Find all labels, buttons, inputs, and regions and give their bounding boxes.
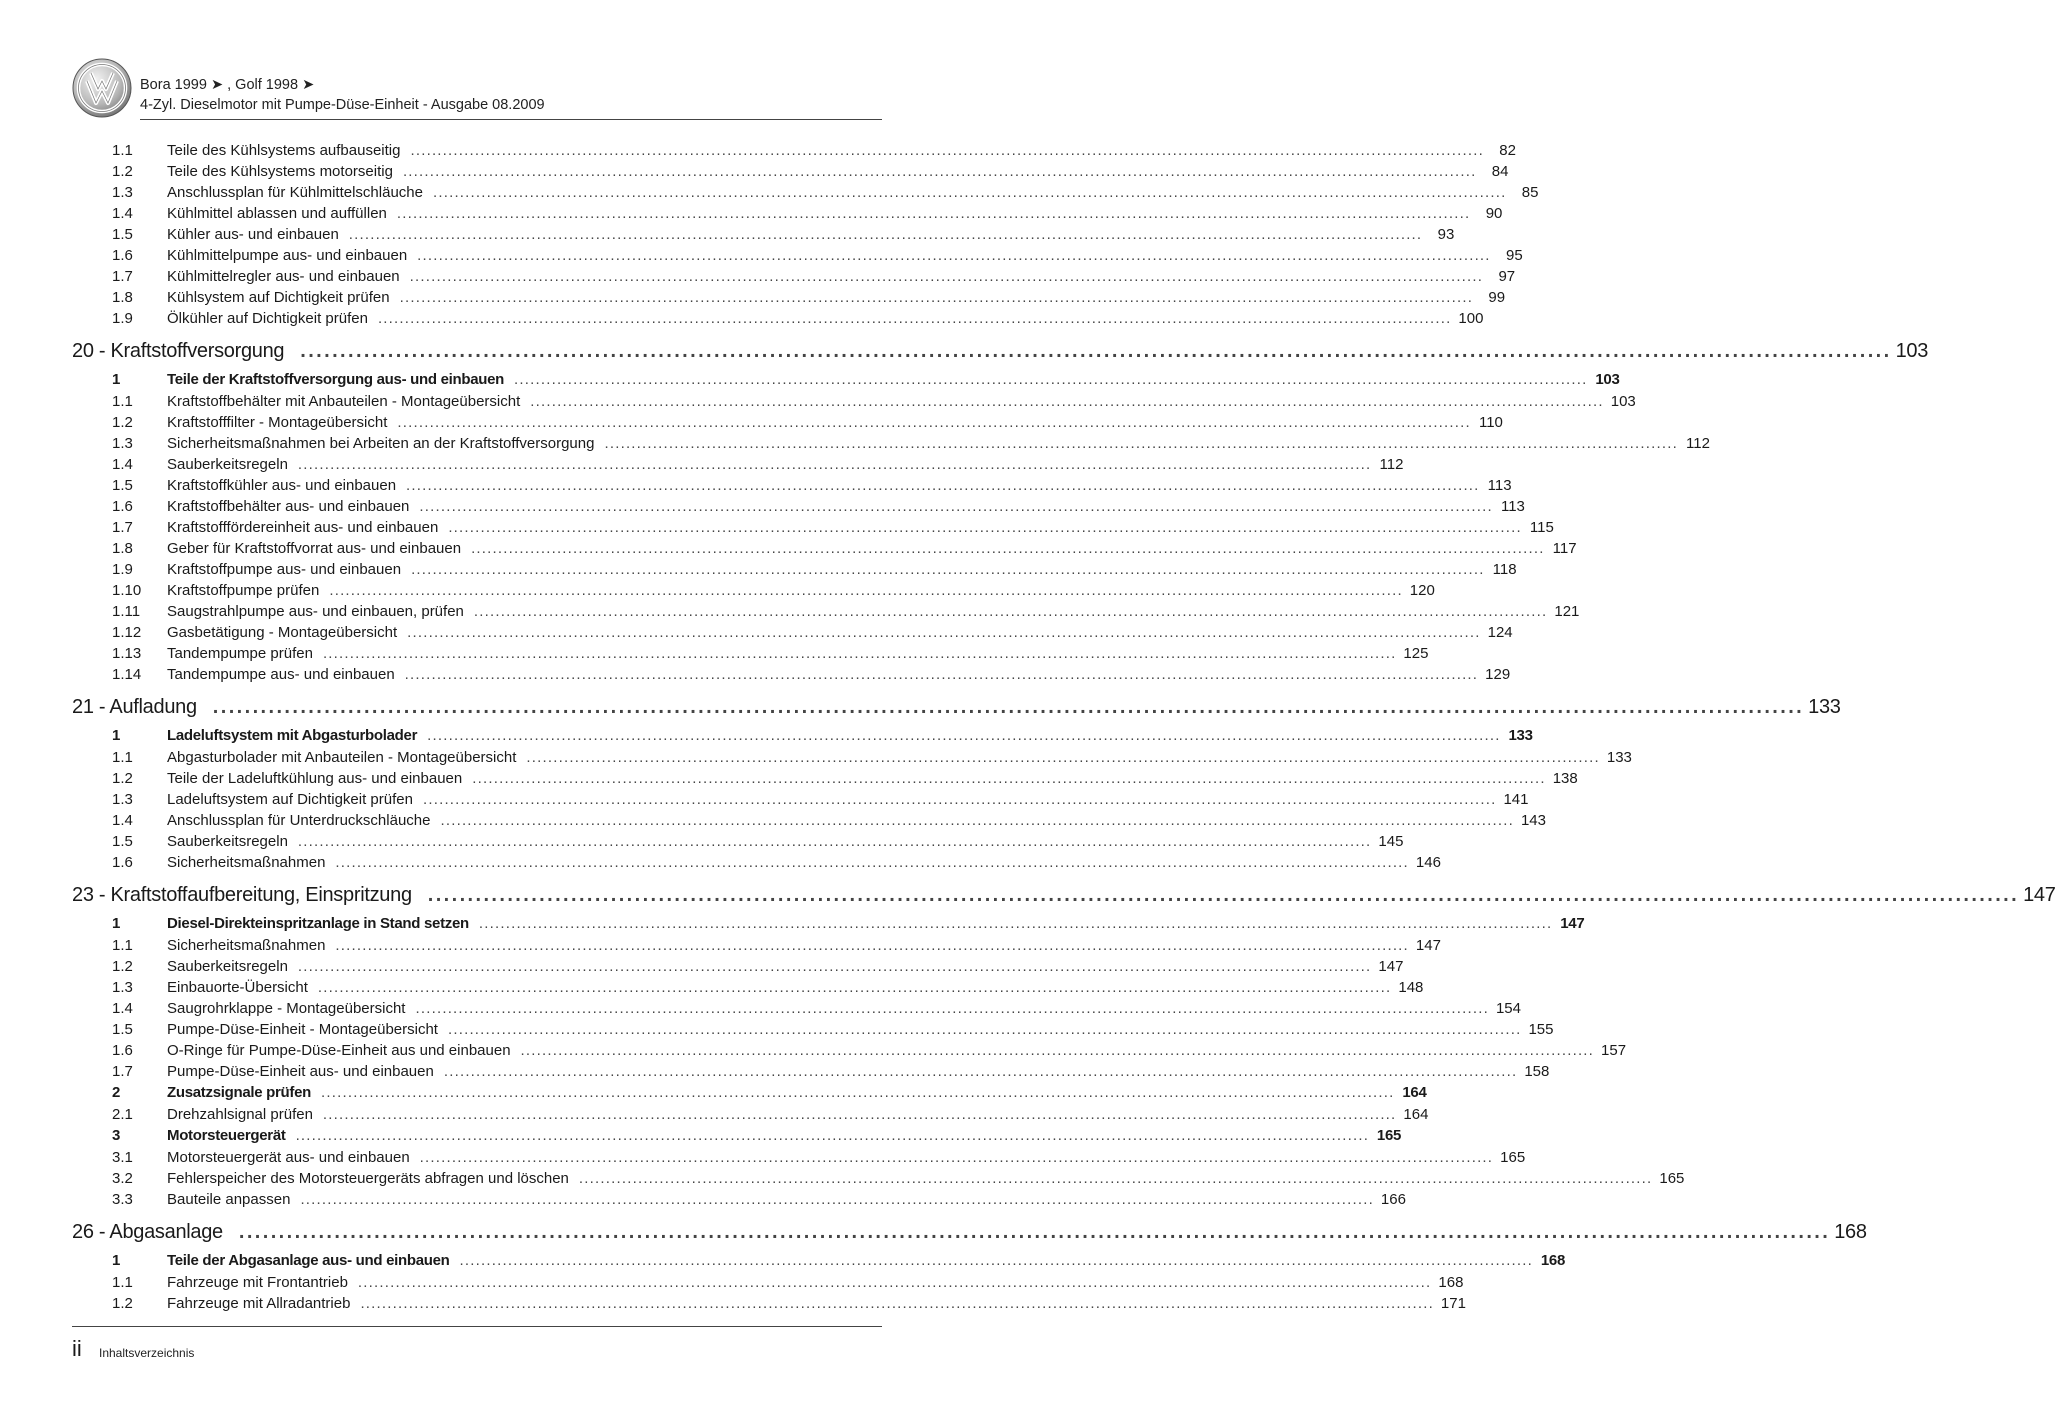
toc-title: Bauteile anpassen <box>167 1191 291 1208</box>
toc-number: 1.1 <box>112 937 133 954</box>
toc-number: 1.7 <box>112 1063 133 1080</box>
toc-title: Zusatzsignale prüfen <box>167 1084 312 1101</box>
toc-number: 1.4 <box>112 812 133 829</box>
toc-leader-dots: ........................................................................................................................................................................................................ <box>526 749 1600 766</box>
toc-number: 1.2 <box>112 770 133 787</box>
toc-section[interactable] <box>72 1250 1566 1272</box>
toc-leader-dots: ........................................................................................................................................................................................................ <box>297 958 1372 975</box>
toc-page-number: 133 <box>1808 696 1841 718</box>
toc-number: 1.8 <box>112 289 133 306</box>
toc-page-number: 82 <box>1499 142 1516 159</box>
toc-leader-dots: ........................................................................................................................................................................................................ <box>360 1295 1434 1312</box>
toc-entry[interactable] <box>72 831 1404 852</box>
toc-title: Kraftstoffpumpe prüfen <box>167 582 320 599</box>
toc-number: 1.6 <box>112 854 133 871</box>
toc-leader-dots: ........................................................................................................................................................................................................ <box>415 1000 1489 1017</box>
toc-entry[interactable] <box>72 852 1441 873</box>
toc-leader-dots: ........................................................................................................................................................................................................ <box>404 666 1479 683</box>
toc-title: Fehlerspeicher des Motorsteuergeräts abfragen und löschen <box>167 1170 569 1187</box>
footer-label: Inhaltsverzeichnis <box>99 1346 195 1360</box>
toc-leader-dots: ........................................................................................................................................................................................................ <box>406 477 1480 494</box>
toc-leader-dots: ........................................................................................................................................................................................................ <box>238 1221 1831 1243</box>
toc-number: 1.7 <box>112 519 133 536</box>
toc-number: 1.9 <box>112 310 133 327</box>
toc-title: Drehzahlsignal prüfen <box>167 1106 313 1123</box>
toc-chapter[interactable] <box>72 877 2056 913</box>
toc-entry[interactable] <box>72 998 1521 1019</box>
toc-title: Kraftstofffilter - Montageübersicht <box>167 414 388 431</box>
toc-title: Sauberkeitsregeln <box>167 833 288 850</box>
toc-page-number: 158 <box>1524 1063 1550 1080</box>
toc-section[interactable] <box>72 1125 1402 1147</box>
toc-leader-dots: ........................................................................................................................................................................................................ <box>322 1106 1397 1123</box>
toc-leader-dots: ........................................................................................................................................................................................................ <box>410 142 1484 159</box>
toc-number: 1 <box>112 915 121 932</box>
toc-entry[interactable] <box>72 140 1516 161</box>
toc-title: Abgasturbolader mit Anbauteilen - Montageübersicht <box>167 749 517 766</box>
toc-title: Einbauorte-Übersicht <box>167 979 308 996</box>
toc-number: 1.3 <box>112 791 133 808</box>
toc-number: 1.1 <box>112 142 133 159</box>
toc-leader-dots: ........................................................................................................................................................................................................ <box>300 1191 1374 1208</box>
toc-number: 1 <box>112 727 121 744</box>
toc-number: 1.10 <box>112 582 142 599</box>
toc-title: Teile der Ladeluftkühlung aus- und einbauen <box>167 770 463 787</box>
toc-leader-dots: ........................................................................................................................................................................................................ <box>530 393 1604 410</box>
toc-number: 3.1 <box>112 1149 133 1166</box>
toc-title: 26 - Abgasanlage <box>72 1221 223 1243</box>
toc-number: 1.6 <box>112 498 133 515</box>
toc-entry[interactable] <box>72 245 1523 266</box>
toc-leader-dots: ........................................................................................................................................................................................................ <box>335 937 1409 954</box>
toc-number: 1.7 <box>112 268 133 285</box>
toc-number: 1.1 <box>112 393 133 410</box>
toc-title: Sicherheitsmaßnahmen bei Arbeiten an der Kraftstoffversorgung <box>167 435 595 452</box>
toc-entry[interactable] <box>72 391 1636 412</box>
toc-leader-dots: ........................................................................................................................................................................................................ <box>473 603 1548 620</box>
toc-page-number: 117 <box>1552 540 1577 557</box>
toc-leader-dots: ........................................................................................................................................................................................................ <box>295 1127 1370 1144</box>
toc-entry[interactable] <box>72 1189 1406 1210</box>
toc-title: Teile der Kraftstoffversorgung aus- und einbauen <box>167 371 505 388</box>
toc-leader-dots: ........................................................................................................................................................................................................ <box>478 915 1553 932</box>
toc-entry[interactable] <box>72 287 1506 308</box>
toc-page-number: 97 <box>1498 268 1516 285</box>
toc-leader-dots: ........................................................................................................................................................................................................ <box>321 1084 1395 1101</box>
toc-page-number: 165 <box>1659 1170 1685 1187</box>
toc-entry[interactable] <box>72 601 1580 622</box>
toc-entry[interactable] <box>72 643 1429 664</box>
toc-page-number: 146 <box>1415 854 1441 871</box>
toc-page-number: 125 <box>1403 645 1429 662</box>
toc-leader-dots: ........................................................................................................................................................................................................ <box>422 791 1497 808</box>
toc-title: Kühlsystem auf Dichtigkeit prüfen <box>167 289 390 306</box>
table-of-contents <box>72 140 2056 1314</box>
toc-leader-dots: ........................................................................................................................................................................................................ <box>440 812 1514 829</box>
toc-leader-dots: ........................................................................................................................................................................................................ <box>419 498 1493 515</box>
toc-leader-dots: ........................................................................................................................................................................................................ <box>212 696 1805 718</box>
page-header <box>72 58 882 122</box>
toc-entry[interactable] <box>72 977 1424 998</box>
toc-leader-dots: ........................................................................................................................................................................................................ <box>399 289 1474 306</box>
toc-page-number: 168 <box>1834 1221 1867 1243</box>
toc-title: Kraftstoffbehälter aus- und einbauen <box>167 498 410 515</box>
toc-page-number: 168 <box>1438 1274 1464 1291</box>
toc-page-number: 115 <box>1529 519 1554 536</box>
toc-leader-dots: ........................................................................................................................................................................................................ <box>322 645 1397 662</box>
toc-leader-dots: ........................................................................................................................................................................................................ <box>396 205 1471 222</box>
toc-leader-dots: ........................................................................................................................................................................................................ <box>427 727 1501 744</box>
toc-page-number: 112 <box>1686 435 1710 452</box>
toc-page-number: 147 <box>1415 937 1441 954</box>
toc-leader-dots: ........................................................................................................................................................................................................ <box>329 582 1403 599</box>
toc-leader-dots: ........................................................................................................................................................................................................ <box>411 561 1485 578</box>
toc-entry[interactable] <box>72 1019 1554 1040</box>
toc-title: Tandempumpe prüfen <box>167 645 313 662</box>
toc-entry[interactable] <box>72 935 1441 956</box>
toc-number: 1.3 <box>112 979 133 996</box>
toc-leader-dots: ........................................................................................................................................................................................................ <box>377 310 1452 327</box>
toc-title: Fahrzeuge mit Allradantrieb <box>167 1295 351 1312</box>
toc-entry[interactable] <box>72 538 1577 559</box>
toc-entry[interactable] <box>72 1272 1464 1293</box>
toc-page-number: 165 <box>1376 1127 1402 1144</box>
toc-title: Geber für Kraftstoffvorrat aus- und einbauen <box>167 540 462 557</box>
toc-leader-dots: ........................................................................................................................................................................................................ <box>417 247 1491 264</box>
toc-number: 1.3 <box>112 435 133 452</box>
toc-leader-dots: ........................................................................................................................................................................................................ <box>427 884 2020 906</box>
toc-page-number: 93 <box>1437 226 1455 243</box>
toc-title: Kraftstoffpumpe aus- und einbauen <box>167 561 402 578</box>
toc-page-number: 141 <box>1503 791 1529 808</box>
toc-number: 1.3 <box>112 184 133 201</box>
toc-number: 1.6 <box>112 247 133 264</box>
toc-leader-dots: ........................................................................................................................................................................................................ <box>471 540 1545 557</box>
toc-title: Sicherheitsmaßnahmen <box>167 937 326 954</box>
toc-entry[interactable] <box>72 789 1529 810</box>
toc-page-number: 133 <box>1508 727 1533 744</box>
toc-leader-dots: ........................................................................................................................................................................................................ <box>419 1149 1494 1166</box>
footer-divider <box>72 1326 882 1327</box>
page-footer <box>72 1326 882 1366</box>
toc-number: 1.5 <box>112 477 133 494</box>
toc-title: Tandempumpe aus- und einbauen <box>167 666 395 683</box>
toc-number: 1.1 <box>112 1274 133 1291</box>
toc-entry[interactable] <box>72 412 1503 433</box>
toc-leader-dots: ........................................................................................................................................................................................................ <box>459 1252 1534 1269</box>
toc-number: 3.2 <box>112 1170 133 1187</box>
toc-title: Motorsteuergerät aus- und einbauen <box>167 1149 410 1166</box>
toc-leader-dots: ........................................................................................................................................................................................................ <box>514 371 1588 388</box>
toc-entry[interactable] <box>72 1293 1466 1314</box>
toc-chapter[interactable] <box>72 333 1929 369</box>
toc-entry[interactable] <box>72 266 1516 287</box>
toc-title: Kühlmittelpumpe aus- und einbauen <box>167 247 408 264</box>
toc-number: 1.2 <box>112 414 133 431</box>
toc-number: 2.1 <box>112 1106 133 1123</box>
toc-title: Saugrohrklappe - Montageübersicht <box>167 1000 406 1017</box>
toc-entry[interactable] <box>72 203 1503 224</box>
header-divider <box>140 119 882 120</box>
toc-title: Kühler aus- und einbauen <box>167 226 339 243</box>
toc-page-number: 118 <box>1492 561 1517 578</box>
footer-page-number: ii <box>72 1336 82 1361</box>
toc-title: Diesel-Direkteinspritzanlage in Stand setzen <box>167 915 469 932</box>
toc-number: 1.11 <box>112 603 141 620</box>
toc-title: Ölkühler auf Dichtigkeit prüfen <box>167 310 368 327</box>
toc-number: 2 <box>112 1084 121 1101</box>
toc-entry[interactable] <box>72 517 1554 538</box>
toc-entry[interactable] <box>72 224 1455 245</box>
toc-section[interactable] <box>72 369 1620 391</box>
toc-number: 1.5 <box>112 833 133 850</box>
toc-page-number: 95 <box>1505 247 1523 264</box>
toc-leader-dots: ........................................................................................................................................................................................................ <box>447 1021 1522 1038</box>
toc-leader-dots: ........................................................................................................................................................................................................ <box>297 456 1372 473</box>
toc-page-number: 129 <box>1485 666 1511 683</box>
toc-leader-dots: ........................................................................................................................................................................................................ <box>520 1042 1595 1059</box>
toc-page-number: 103 <box>1895 340 1929 362</box>
toc-leader-dots: ........................................................................................................................................................................................................ <box>402 163 1477 180</box>
toc-number: 1 <box>112 1252 121 1269</box>
toc-page-number: 154 <box>1495 1000 1521 1017</box>
toc-page-number: 113 <box>1500 498 1525 515</box>
toc-title: O-Ringe für Pumpe-Düse-Einheit aus und einbauen <box>167 1042 511 1059</box>
toc-page-number: 121 <box>1554 603 1580 620</box>
toc-page-number: 168 <box>1540 1252 1566 1269</box>
toc-title: 20 - Kraftstoffversorgung <box>72 340 285 362</box>
toc-title: Teile des Kühlsystems motorseitig <box>167 163 393 180</box>
toc-leader-dots: ........................................................................................................................................................................................................ <box>317 979 1392 996</box>
toc-number: 1.5 <box>112 1021 133 1038</box>
toc-page-number: 148 <box>1398 979 1424 996</box>
header-models: Bora 1999 ➤ , Golf 1998 ➤ <box>140 77 315 93</box>
toc-entry[interactable] <box>72 1104 1429 1125</box>
toc-entry[interactable] <box>72 747 1632 768</box>
toc-number: 1.2 <box>112 1295 133 1312</box>
toc-page-number: 113 <box>1487 477 1512 494</box>
toc-section[interactable] <box>72 1082 1427 1104</box>
toc-number: 1.6 <box>112 1042 133 1059</box>
toc-page-number: 147 <box>1560 915 1585 932</box>
toc-page-number: 171 <box>1440 1295 1466 1312</box>
toc-page-number: 155 <box>1528 1021 1554 1038</box>
toc-leader-dots: ........................................................................................................................................................................................................ <box>604 435 1678 452</box>
toc-title: 21 - Aufladung <box>72 696 197 718</box>
toc-leader-dots: ........................................................................................................................................................................................................ <box>432 184 1507 201</box>
toc-entry[interactable] <box>72 496 1525 517</box>
toc-page-number: 165 <box>1500 1149 1526 1166</box>
toc-entry[interactable] <box>72 768 1578 789</box>
toc-leader-dots: ........................................................................................................................................................................................................ <box>300 340 1892 362</box>
toc-title: Pumpe-Düse-Einheit aus- und einbauen <box>167 1063 434 1080</box>
toc-title: Teile des Kühlsystems aufbauseitig <box>167 142 401 159</box>
toc-page-number: 103 <box>1595 371 1620 388</box>
toc-title: Pumpe-Düse-Einheit - Montageübersicht <box>167 1021 438 1038</box>
toc-number: 1.2 <box>112 958 133 975</box>
toc-title: Gasbetätigung - Montageübersicht <box>167 624 398 641</box>
toc-page-number: 147 <box>2023 884 2056 906</box>
toc-entry[interactable] <box>72 1061 1550 1082</box>
toc-page-number: 164 <box>1403 1106 1429 1123</box>
toc-title: Kraftstofffördereinheit aus- und einbauen <box>167 519 439 536</box>
toc-entry[interactable] <box>72 454 1404 475</box>
vw-logo-icon <box>72 58 132 118</box>
toc-title: Kraftstoffbehälter mit Anbauteilen - Montageübersicht <box>167 393 521 410</box>
toc-page-number: 157 <box>1601 1042 1627 1059</box>
toc-page-number: 103 <box>1610 393 1636 410</box>
toc-leader-dots: ........................................................................................................................................................................................................ <box>397 414 1471 431</box>
toc-leader-dots: ........................................................................................................................................................................................................ <box>348 226 1423 243</box>
toc-title: Anschlussplan für Unterdruckschläuche <box>167 812 431 829</box>
toc-number: 1.14 <box>112 666 142 683</box>
toc-title: Saugstrahlpumpe aus- und einbauen, prüfen <box>167 603 464 620</box>
toc-entry[interactable] <box>72 433 1710 454</box>
toc-page-number: 124 <box>1487 624 1513 641</box>
toc-title: Kühlmittel ablassen und auffüllen <box>167 205 387 222</box>
toc-page-number: 112 <box>1379 456 1404 473</box>
toc-leader-dots: ........................................................................................................................................................................................................ <box>448 519 1522 536</box>
toc-number: 1.1 <box>112 749 133 766</box>
toc-title: Anschlussplan für Kühlmittelschläuche <box>167 184 423 201</box>
toc-title: Sicherheitsmaßnahmen <box>167 854 326 871</box>
toc-leader-dots: ........................................................................................................................................................................................................ <box>335 854 1409 871</box>
toc-title: Sauberkeitsregeln <box>167 958 288 975</box>
toc-number: 3 <box>112 1127 121 1144</box>
toc-page-number: 145 <box>1378 833 1404 850</box>
toc-number: 1.8 <box>112 540 133 557</box>
toc-entry[interactable] <box>72 1147 1526 1168</box>
toc-chapter[interactable] <box>72 689 1841 725</box>
toc-title: Ladeluftsystem mit Abgasturbolader <box>167 727 418 744</box>
toc-leader-dots: ........................................................................................................................................................................................................ <box>357 1274 1432 1291</box>
toc-entry[interactable] <box>72 664 1511 685</box>
toc-leader-dots: ........................................................................................................................................................................................................ <box>297 833 1372 850</box>
toc-leader-dots: ........................................................................................................................................................................................................ <box>578 1170 1653 1187</box>
toc-chapter[interactable] <box>72 1214 1867 1250</box>
toc-leader-dots: ........................................................................................................................................................................................................ <box>407 624 1481 641</box>
toc-number: 1.2 <box>112 163 133 180</box>
toc-number: 1.9 <box>112 561 133 578</box>
toc-page-number: 133 <box>1606 749 1632 766</box>
toc-number: 1.4 <box>112 1000 133 1017</box>
toc-page-number: 99 <box>1488 289 1506 306</box>
toc-page-number: 120 <box>1409 582 1435 599</box>
toc-number: 1.13 <box>112 645 142 662</box>
toc-entry[interactable] <box>72 559 1517 580</box>
toc-number: 3.3 <box>112 1191 133 1208</box>
toc-number: 1.12 <box>112 624 142 641</box>
toc-leader-dots: ........................................................................................................................................................................................................ <box>443 1063 1518 1080</box>
toc-section[interactable] <box>72 913 1585 935</box>
toc-entry[interactable] <box>72 1040 1627 1061</box>
toc-leader-dots: ........................................................................................................................................................................................................ <box>472 770 1546 787</box>
toc-title: Fahrzeuge mit Frontantrieb <box>167 1274 348 1291</box>
toc-page-number: 138 <box>1552 770 1578 787</box>
toc-entry[interactable] <box>72 622 1513 643</box>
toc-number: 1.4 <box>112 205 133 222</box>
toc-title: Motorsteuergerät <box>167 1127 286 1144</box>
toc-title: Sauberkeitsregeln <box>167 456 288 473</box>
toc-number: 1 <box>112 371 121 388</box>
toc-entry[interactable] <box>72 1168 1685 1189</box>
toc-number: 1.5 <box>112 226 133 243</box>
toc-entry[interactable] <box>72 182 1539 203</box>
toc-entry[interactable] <box>72 161 1509 182</box>
toc-title: Ladeluftsystem auf Dichtigkeit prüfen <box>167 791 413 808</box>
toc-entry[interactable] <box>72 580 1435 601</box>
toc-page-number: 85 <box>1521 184 1539 201</box>
toc-page-number: 90 <box>1485 205 1503 222</box>
toc-page-number: 166 <box>1380 1191 1406 1208</box>
toc-page-number: 84 <box>1491 163 1509 180</box>
toc-page-number: 110 <box>1478 414 1503 431</box>
toc-leader-dots: ........................................................................................................................................................................................................ <box>409 268 1484 285</box>
toc-title: Kühlmittelregler aus- und einbauen <box>167 268 400 285</box>
toc-entry[interactable] <box>72 475 1512 496</box>
toc-title: Teile der Abgasanlage aus- und einbauen <box>167 1252 450 1269</box>
toc-number: 1.4 <box>112 456 133 473</box>
toc-title: Kraftstoffkühler aus- und einbauen <box>167 477 397 494</box>
toc-title: 23 - Kraftstoffaufbereitung, Einspritzung <box>72 884 412 906</box>
toc-entry[interactable] <box>72 308 1484 329</box>
toc-section[interactable] <box>72 725 1533 747</box>
toc-entry[interactable] <box>72 810 1546 831</box>
toc-page-number: 147 <box>1378 958 1404 975</box>
toc-entry[interactable] <box>72 956 1404 977</box>
header-edition: 4-Zyl. Dieselmotor mit Pumpe-Düse-Einheit - Ausgabe 08.2009 <box>140 97 545 113</box>
toc-page-number: 100 <box>1458 310 1484 327</box>
toc-page-number: 164 <box>1402 1084 1427 1101</box>
toc-page-number: 143 <box>1520 812 1546 829</box>
